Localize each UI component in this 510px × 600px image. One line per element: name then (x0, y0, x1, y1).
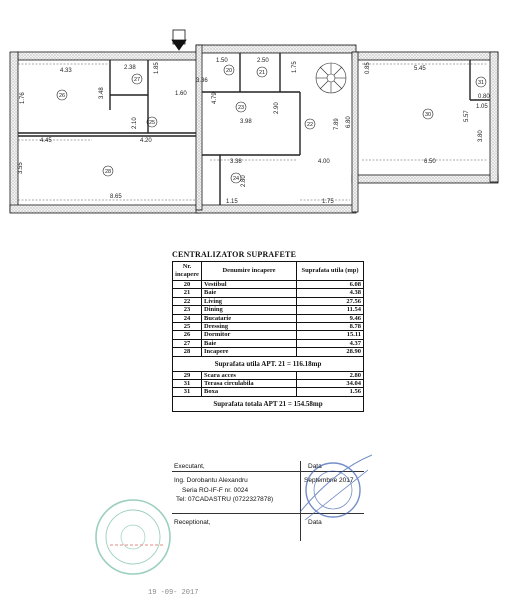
room-name: Scara acces (202, 371, 297, 379)
summary-table-block (172, 250, 364, 412)
summary-title: CENTRALIZATOR SUPRAFETE (172, 250, 297, 259)
room-num-22: 22 (306, 122, 314, 128)
room-num-21: 21 (258, 70, 266, 76)
table-row (173, 297, 364, 305)
room-area: 28.90 (297, 348, 364, 356)
svg-text:6.50: 6.50 (424, 159, 436, 165)
table-row (173, 380, 364, 388)
room-area: 27.56 (297, 297, 364, 305)
room-num-31: 31 (477, 80, 485, 86)
executant-label: Executant, (174, 463, 205, 470)
svg-text:4.33: 4.33 (60, 68, 72, 74)
room-nr: 20 (173, 281, 202, 289)
room-nr: 24 (173, 314, 202, 322)
svg-text:0.85: 0.85 (365, 62, 371, 74)
svg-text:1.75: 1.75 (322, 199, 334, 205)
room-markers (57, 65, 486, 183)
table-row (173, 388, 364, 396)
table-row (173, 371, 364, 379)
svg-text:2.10: 2.10 (132, 117, 138, 129)
svg-text:4.20: 4.20 (140, 138, 152, 144)
room-num-20: 20 (225, 68, 233, 74)
room-area: 11.54 (297, 306, 364, 314)
header-name: Denumire incapere (202, 262, 297, 281)
engineer-series: Seria RO-IF-F nr. 0024 (182, 487, 249, 494)
room-num-30: 30 (424, 112, 432, 118)
svg-text:6.80: 6.80 (346, 116, 352, 128)
svg-text:1.85: 1.85 (154, 62, 160, 74)
rooms-body (173, 281, 364, 357)
svg-text:1.60: 1.60 (175, 91, 187, 97)
header-nr: Nr. incapere (173, 262, 202, 281)
room-num-26: 26 (58, 93, 66, 99)
svg-text:1.75: 1.75 (292, 61, 298, 73)
summary-table (172, 261, 364, 412)
room-area: 4.38 (297, 289, 364, 297)
svg-text:5.57: 5.57 (464, 110, 470, 122)
svg-text:3.36: 3.36 (196, 78, 208, 84)
receptionat-label: Receptionat, (174, 519, 211, 526)
room-num-27: 27 (133, 77, 141, 83)
total-text: Suprafata totala APT 21 = 154.58mp (173, 396, 364, 411)
extras-body (173, 371, 364, 396)
svg-text:4.45: 4.45 (40, 138, 52, 144)
svg-text:1.15: 1.15 (226, 199, 238, 205)
svg-text:3.48: 3.48 (99, 87, 105, 99)
room-name: Boxa (202, 388, 297, 396)
room-nr: 31 (173, 380, 202, 388)
room-num-25: 25 (148, 120, 156, 126)
room-num-28: 28 (104, 169, 112, 175)
table-row (173, 331, 364, 339)
room-num-24: 24 (232, 176, 240, 182)
room-name: Incapere (202, 348, 297, 356)
room-nr: 28 (173, 348, 202, 356)
subtotal-text: Suprafata utila APT. 21 = 116.18mp (173, 356, 364, 371)
svg-text:2.38: 2.38 (124, 65, 136, 71)
signature-date: Septembrie 2017 (304, 477, 354, 484)
table-row (173, 314, 364, 322)
svg-text:4.79: 4.79 (212, 92, 218, 104)
svg-text:1.05: 1.05 (476, 104, 488, 110)
room-nr: 29 (173, 371, 202, 379)
engineer-name: Ing. Dorobantu Alexandru (174, 477, 248, 484)
room-name: Bucatarie (202, 314, 297, 322)
svg-text:3.38: 3.38 (230, 159, 242, 165)
spiral-stair (316, 63, 346, 93)
room-name: Dressing (202, 323, 297, 331)
room-name: Baie (202, 339, 297, 347)
green-stamp-seal (96, 500, 170, 574)
divider (172, 513, 364, 514)
room-nr: 27 (173, 339, 202, 347)
svg-text:5.45: 5.45 (414, 66, 426, 72)
svg-text:2.50: 2.50 (257, 58, 269, 64)
room-nr: 22 (173, 297, 202, 305)
divider (300, 461, 301, 541)
date-stamp: 19 -09- 2017 (148, 589, 199, 597)
data-label: Data (308, 463, 322, 470)
svg-text:2.90: 2.90 (274, 102, 280, 114)
table-row (173, 281, 364, 289)
subtotal-row (173, 356, 364, 371)
table-row (173, 339, 364, 347)
table-row (173, 323, 364, 331)
room-area: 1.56 (297, 388, 364, 396)
header-area: Suprafata utila (mp) (297, 262, 364, 281)
room-area: 8.78 (297, 323, 364, 331)
room-name: Vestibul (202, 281, 297, 289)
engineer-phone: Tel: 07CADASTRU (0722327878) (176, 496, 274, 503)
room-nr: 25 (173, 323, 202, 331)
data-label-2: Data (308, 519, 322, 526)
divider (172, 471, 364, 472)
room-name: Dining (202, 306, 297, 314)
room-name: Terasa circulabila (202, 380, 297, 388)
svg-text:3.55: 3.55 (18, 162, 24, 174)
svg-text:4.00: 4.00 (318, 159, 330, 165)
svg-text:2.80: 2.80 (241, 175, 247, 187)
svg-text:3.98: 3.98 (240, 119, 252, 125)
signature-block (172, 461, 364, 541)
svg-text:7.89: 7.89 (334, 118, 340, 130)
room-area: 34.04 (297, 380, 364, 388)
total-row (173, 396, 364, 411)
room-area: 6.08 (297, 281, 364, 289)
table-row (173, 348, 364, 356)
table-row (173, 306, 364, 314)
floor-plan (0, 0, 510, 225)
svg-text:8.65: 8.65 (110, 194, 122, 200)
room-area: 15.11 (297, 331, 364, 339)
room-name: Baie (202, 289, 297, 297)
room-area: 9.46 (297, 314, 364, 322)
room-nr: 31 (173, 388, 202, 396)
room-area: 2.80 (297, 371, 364, 379)
room-num-23: 23 (237, 105, 245, 111)
svg-text:0.80: 0.80 (478, 94, 490, 100)
room-name: Living (202, 297, 297, 305)
room-nr: 21 (173, 289, 202, 297)
room-nr: 26 (173, 331, 202, 339)
svg-text:3.80: 3.80 (478, 130, 484, 142)
svg-text:1.50: 1.50 (216, 58, 228, 64)
table-header-row (173, 262, 364, 281)
room-nr: 23 (173, 306, 202, 314)
room-name: Dormitor (202, 331, 297, 339)
svg-text:1.76: 1.76 (20, 92, 26, 104)
room-area: 4.37 (297, 339, 364, 347)
table-row (173, 289, 364, 297)
entry-arrow-icon (172, 30, 186, 50)
